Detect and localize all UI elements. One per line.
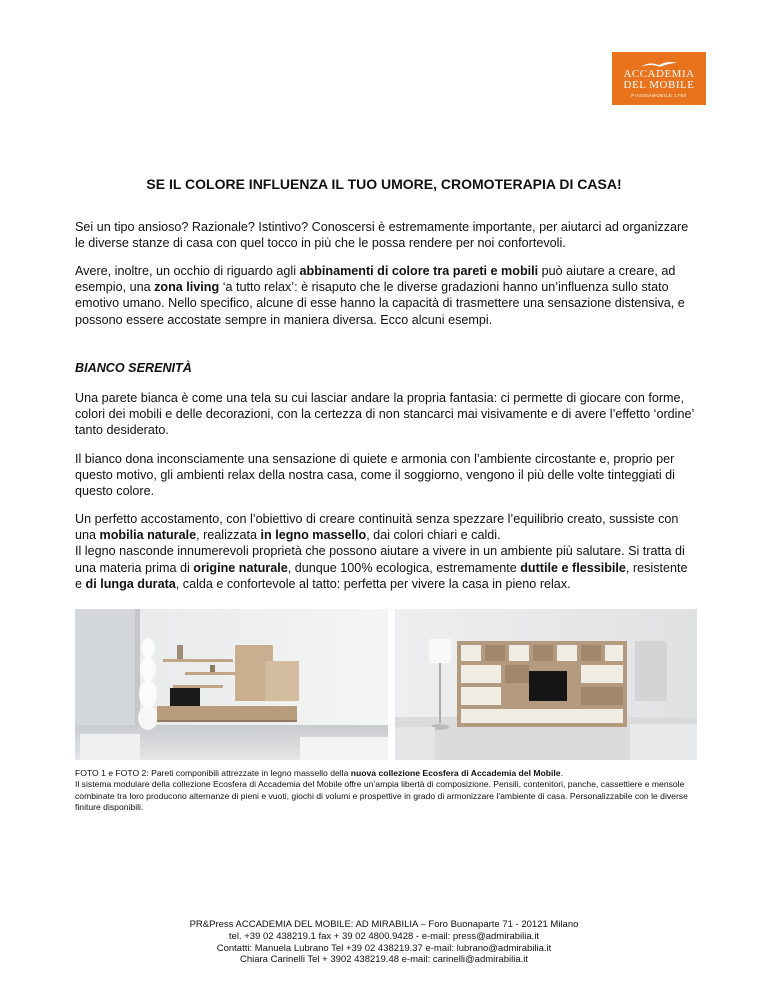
section-heading: BIANCO SERENITÀ <box>75 361 192 375</box>
photo-caption: FOTO 1 e FOTO 2: Pareti componibili attrezzate in legno massello della nuova collezione Ecosfera di Accademia del Mobile. Il sistema modulare della collezione Ecosfera di Accademia del Mobile offre un’ampia libertà di composizione. Pensili, contenitori, panche, cassettiere e mensole combinate tra loro producono alternanze di pieni e vuoti, giochi di volumi e prospettive in grado di armonizzare l’ambiente di casa. Personalizzabile con le diverse finiture disponibili. <box>75 768 688 812</box>
logo-line3: PIAGNAMOBILE 1750 <box>631 92 687 98</box>
footer-line-4: Chiara Carinelli Tel + 3902 438219.48 e-mail: carinelli@admirabilia.it <box>239 954 529 966</box>
logo-line1: ACCADEMIA <box>623 67 695 80</box>
section-paragraph-3: Un perfetto accostamento, con l’obiettivo di creare continuità senza spezzare l’equilibrio creato, sussiste con una mobilia naturale, realizzata in legno massello, dai colori chiari e caldi. Il legno nasconde innumerevoli proprietà che possono aiutare a vivere in un ambiente più salutare. Si tratta di una materia prima di origine naturale, dunque 100% ecologica, estremamente duttile e flessibile, resistente e di lunga durata, calda e confortevole al tatto: perfetta per vivere la casa in pieno relax. <box>75 512 688 591</box>
contact-footer <box>0 919 768 966</box>
footer-line-2: tel. +39 02 438219.1 fax + 39 02 4800.9428 - e-mail: press@admirabilia.it <box>228 930 540 942</box>
footer-line-1: PR&Press ACCADEMIA DEL MOBILE: AD MIRABILIA – Foro Buonaparte 71 - 20121 Milano <box>189 919 579 930</box>
section-paragraph-1: Una parete bianca è come una tela su cui lasciar andare la propria fantasia: ci permette di giocare con forme, colori dei mobili e delle decorazioni, con la certezza di non stancarci mai visivamente e di avere l’effetto ‘ordine’ tanto desiderato. <box>75 391 694 438</box>
intro-paragraph-1: Sei un tipo ansioso? Razionale? Istintivo? Conoscersi è estremamente importante, per aiutarci ad organizzare le diverse stanze di casa con quel tocco in più che le possa rendere per noi confortevoli. <box>75 220 689 251</box>
footer-line-3: Contatti: Manuela Lubrano Tel +39 02 438219.37 e-mail: lubrano@admirabilia.it <box>216 942 552 954</box>
photo-2 <box>395 609 697 760</box>
brand-logo <box>612 52 706 105</box>
intro-paragraph-2: Avere, inoltre, un occhio di riguardo agli abbinamenti di colore tra pareti e mobili può aiutare a creare, ad esempio, una zona living ‘a tutto relax’: è risaputo che le diverse gradazioni hanno un’influenza sullo stato emotivo umano. Nello specifico, alcune di esse hanno la capacità di trasmettere una sensazione distensiva, e possono essere accostate sempre in maniera diversa. Ecco alcuni esempi. <box>75 264 685 327</box>
photo-1 <box>75 609 388 760</box>
logo-line2: DEL MOBILE <box>623 78 695 91</box>
page-title: SE IL COLORE INFLUENZA IL TUO UMORE, CROMOTERAPIA DI CASA! <box>146 176 622 192</box>
section-paragraph-2: Il bianco dona inconsciamente una sensazione di quiete e armonia con l’ambiente circostante e, proprio per questo motivo, gli ambienti relax della nostra casa, come il soggiorno, vengono il più delle volte tinteggiati di questo colore. <box>75 452 675 499</box>
